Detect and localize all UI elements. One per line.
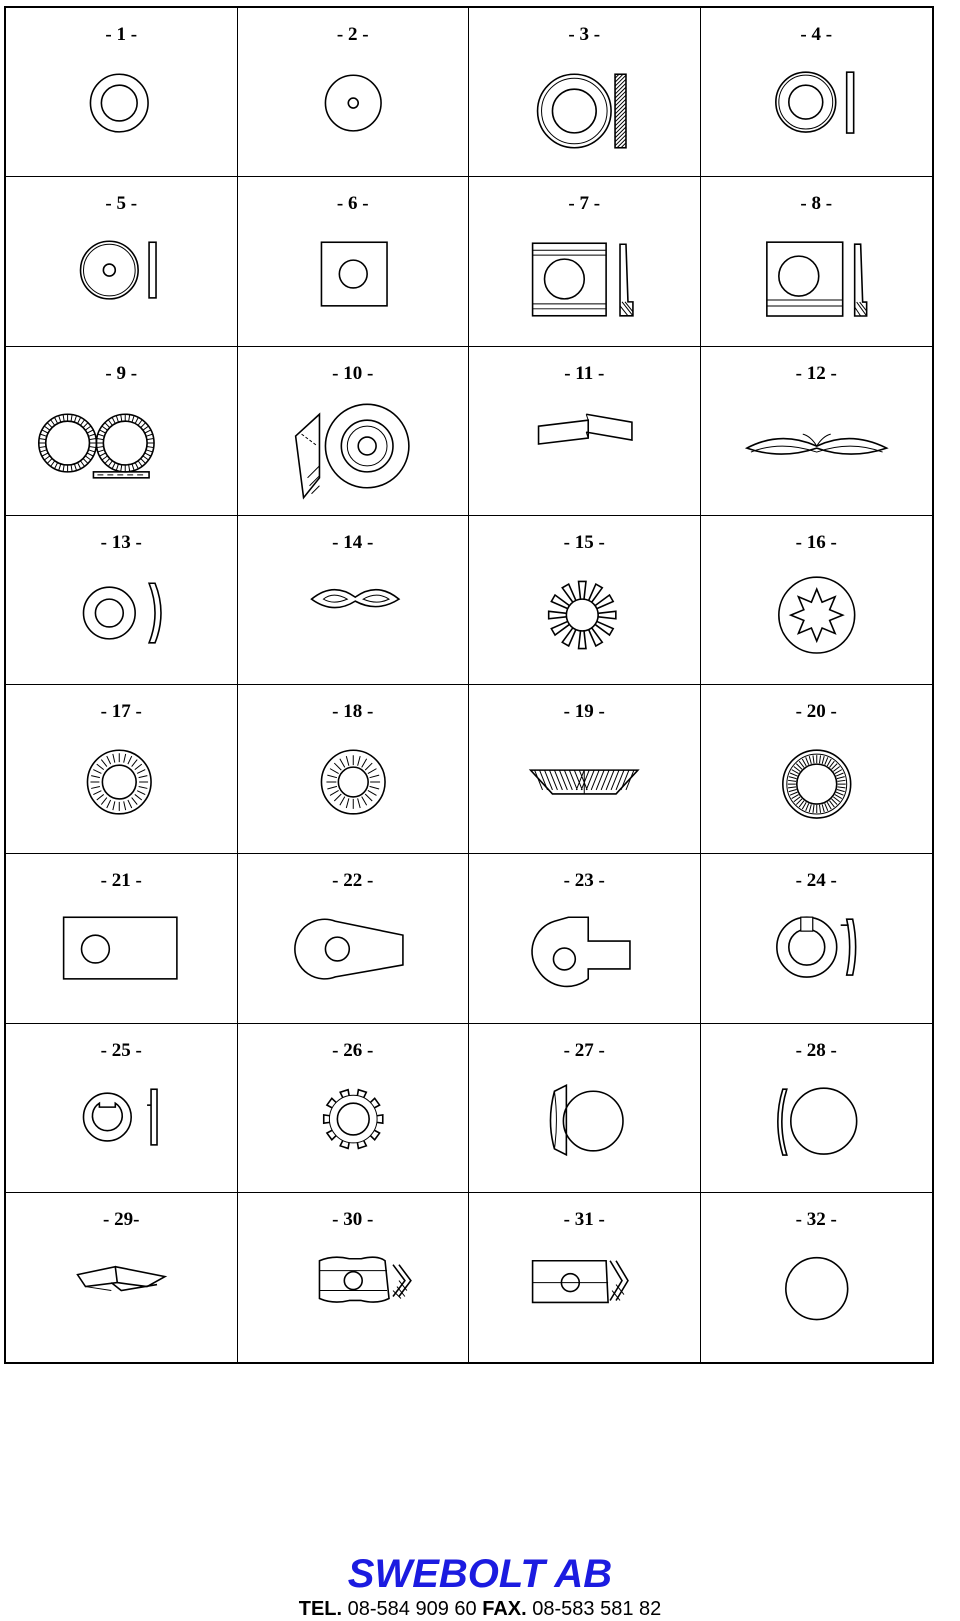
- product-cell: [238, 685, 470, 854]
- fax-label: FAX.: [482, 1598, 527, 1620]
- product-cell: [6, 1193, 238, 1362]
- product-grid: [4, 6, 934, 1364]
- product-number: - 27 -: [563, 1039, 605, 1061]
- product-number: - 24 -: [795, 870, 837, 892]
- product-cell: [6, 8, 238, 177]
- product-cell: [701, 685, 933, 854]
- product-number: - 11 -: [564, 362, 605, 384]
- company-name: SWEBOLT AB: [347, 1552, 613, 1596]
- product-number: - 17 -: [100, 701, 142, 722]
- product-number: - 21 -: [100, 870, 142, 892]
- product-number: - 20 -: [795, 701, 837, 722]
- product-number: - 18 -: [332, 701, 374, 722]
- product-number: - 12 -: [795, 362, 837, 384]
- product-number: - 6 -: [336, 193, 369, 215]
- product-cell: [238, 1024, 470, 1193]
- product-number: - 19 -: [563, 701, 605, 722]
- product-cell: [469, 854, 701, 1023]
- product-number: - 32 -: [795, 1208, 837, 1230]
- product-number: - 10 -: [332, 362, 374, 384]
- product-number: - 15 -: [563, 531, 605, 553]
- product-cell: [238, 177, 470, 346]
- product-cell: [238, 1193, 470, 1362]
- product-cell: [6, 347, 238, 516]
- product-number: - 16 -: [795, 531, 837, 553]
- product-cell: [701, 1024, 933, 1193]
- tel-number: 08-584 909 60: [347, 1598, 477, 1620]
- product-cell: [238, 516, 470, 685]
- product-number: - 4 -: [800, 24, 833, 45]
- product-cell: [469, 685, 701, 854]
- product-number: - 7 -: [568, 193, 601, 215]
- product-number: - 23 -: [563, 870, 605, 892]
- product-cell: [238, 347, 470, 516]
- product-cell: [469, 347, 701, 516]
- product-number: - 1 -: [105, 24, 138, 45]
- product-cell: [6, 1024, 238, 1193]
- product-number: - 2 -: [336, 24, 369, 45]
- product-cell: [701, 347, 933, 516]
- product-cell: [701, 854, 933, 1023]
- product-number: - 3 -: [568, 24, 601, 45]
- product-number: - 8 -: [800, 193, 833, 215]
- product-cell: [6, 516, 238, 685]
- product-cell: [701, 8, 933, 177]
- fax-number: 08-583 581 82: [532, 1598, 662, 1620]
- tel-label: TEL.: [298, 1598, 343, 1620]
- product-number: - 22 -: [332, 870, 374, 892]
- product-cell: [6, 854, 238, 1023]
- product-cell: [701, 516, 933, 685]
- product-number: - 31 -: [563, 1208, 605, 1230]
- product-cell: [701, 1193, 933, 1362]
- product-cell: [6, 685, 238, 854]
- product-number: - 13 -: [100, 531, 142, 553]
- product-cell: [469, 8, 701, 177]
- contact-line: [0, 1598, 960, 1621]
- product-cell: [238, 854, 470, 1023]
- product-number: - 29-: [103, 1208, 140, 1230]
- product-cell: [469, 1193, 701, 1362]
- product-cell: [469, 1024, 701, 1193]
- product-number: - 26 -: [332, 1039, 374, 1061]
- product-cell: [469, 516, 701, 685]
- product-number: - 9 -: [105, 362, 138, 384]
- product-number: - 30 -: [332, 1208, 374, 1230]
- product-number: - 14 -: [332, 531, 374, 553]
- product-cell: [6, 177, 238, 346]
- footer: [0, 1552, 960, 1596]
- product-number: - 28 -: [795, 1039, 837, 1061]
- product-number: - 5 -: [105, 193, 138, 215]
- product-cell: [469, 177, 701, 346]
- product-cell: [701, 177, 933, 346]
- product-cell: [238, 8, 470, 177]
- product-number: - 25 -: [100, 1039, 142, 1061]
